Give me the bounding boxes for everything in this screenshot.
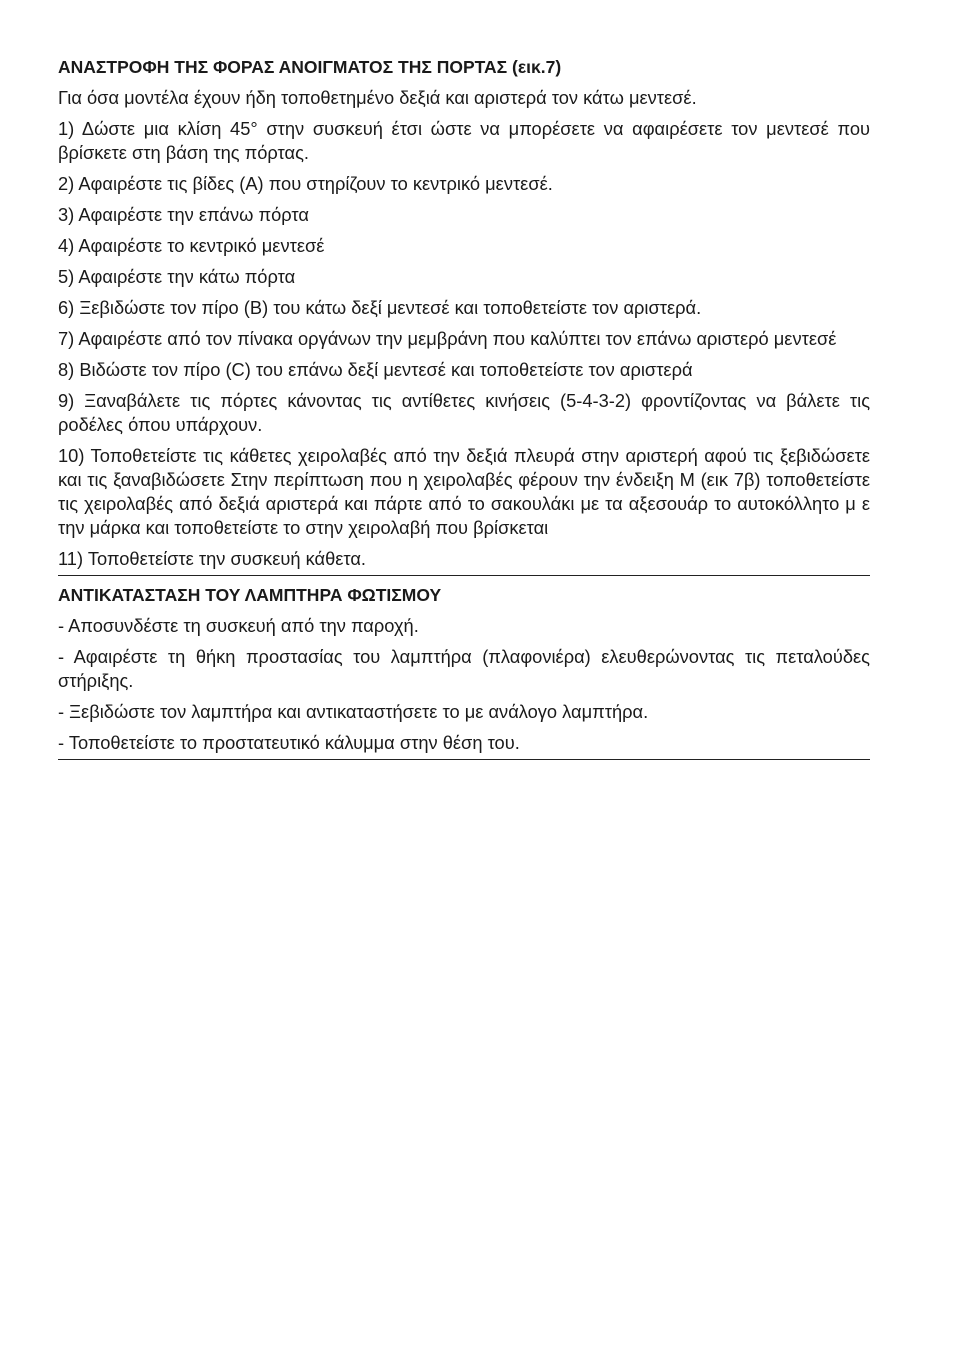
- step-5: 5) Αφαιρέστε την κάτω πόρτα: [58, 266, 296, 287]
- section-heading: ΑΝΑΣΤΡΟΦΗ ΤΗΣ ΦΟΡΑΣ ΑΝΟΙΓΜΑΤΟΣ ΤΗΣ ΠΟΡΤΑΣ (εικ.7): [58, 57, 562, 77]
- step-3: 3) Αφαιρέστε την επάνω πόρτα: [58, 204, 309, 225]
- instruction-item: - Αποσυνδέστε τη συσκευή από την παροχή.: [58, 615, 419, 636]
- step-8: 8) Βιδώστε τον πίρο (C) του επάνω δεξί μεντεσέ και τοποθετείστε τον αριστερά: [58, 359, 693, 380]
- instruction-item: - Τοποθετείστε το προστατευτικό κάλυμμα στην θέση του.: [58, 732, 520, 753]
- document-page: [58, 56, 870, 768]
- section-lamp-replacement: [58, 584, 870, 755]
- step-4: 4) Αφαιρέστε το κεντρικό μεντεσέ: [58, 235, 325, 256]
- step-10: 10) Τοποθετείστε τις κάθετες χειρολαβές από την δεξιά πλευρά στην αριστερή αφού τις ξεβιδώσετε και τις ξαναβιδώσετε Στην περίπτωση που η χειρολαβές φέρουν την ένδειξη M (εικ 7β) τοποθετείστε τις χειρολαβές από δεξιά αριστερά και πάρτε από το σακουλάκι με τα αξεσουάρ το αυτοκόλλητο μ ε την μάρκα και τοποθετείστε το στην χειρολαβή που βρίσκεται: [58, 445, 870, 538]
- section-door-reversal: [58, 56, 870, 571]
- step-11: 11) Τοποθετείστε την συσκευή κάθετα.: [58, 548, 367, 569]
- section-divider: [58, 575, 870, 576]
- instruction-item: - Αφαιρέστε τη θήκη προστασίας του λαμπτήρα (πλαφονιέρα) ελευθερώνοντας τις πεταλούδες στήριξης.: [58, 646, 870, 691]
- step-1: 1) Δώστε μια κλίση 45° στην συσκευή έτσι ώστε να μπορέσετε να αφαιρέσετε τον μεντεσέ που βρίσκετε στη βάση της πόρτας.: [58, 118, 870, 163]
- step-9: 9) Ξαναβάλετε τις πόρτες κάνοντας τις αντίθετες κινήσεις (5-4-3-2) φροντίζοντας να βάλετε τις ροδέλες όπου υπάρχουν.: [58, 390, 870, 435]
- section-divider: [58, 759, 870, 760]
- step-2: 2) Αφαιρέστε τις βίδες (A) που στηρίζουν το κεντρικό μεντεσέ.: [58, 173, 553, 194]
- step-6: 6) Ξεβιδώστε τον πίρο (B) του κάτω δεξί μεντεσέ και τοποθετείστε τον αριστερά.: [58, 297, 702, 318]
- instruction-item: - Ξεβιδώστε τον λαμπτήρα και αντικαταστήσετε το με ανάλογο λαμπτήρα.: [58, 701, 649, 722]
- step-7: 7) Αφαιρέστε από τον πίνακα οργάνων την μεμβράνη που καλύπτει τον επάνω αριστερό μεντεσέ: [58, 328, 837, 349]
- section-heading: ΑΝΤΙΚΑΤΑΣΤΑΣΗ ΤΟΥ ΛΑΜΠΤΗΡΑ ΦΩΤΙΣΜΟΥ: [58, 585, 442, 605]
- paragraph: Για όσα μοντέλα έχουν ήδη τοποθετημένο δεξιά και αριστερά τον κάτω μεντεσέ.: [58, 87, 697, 108]
